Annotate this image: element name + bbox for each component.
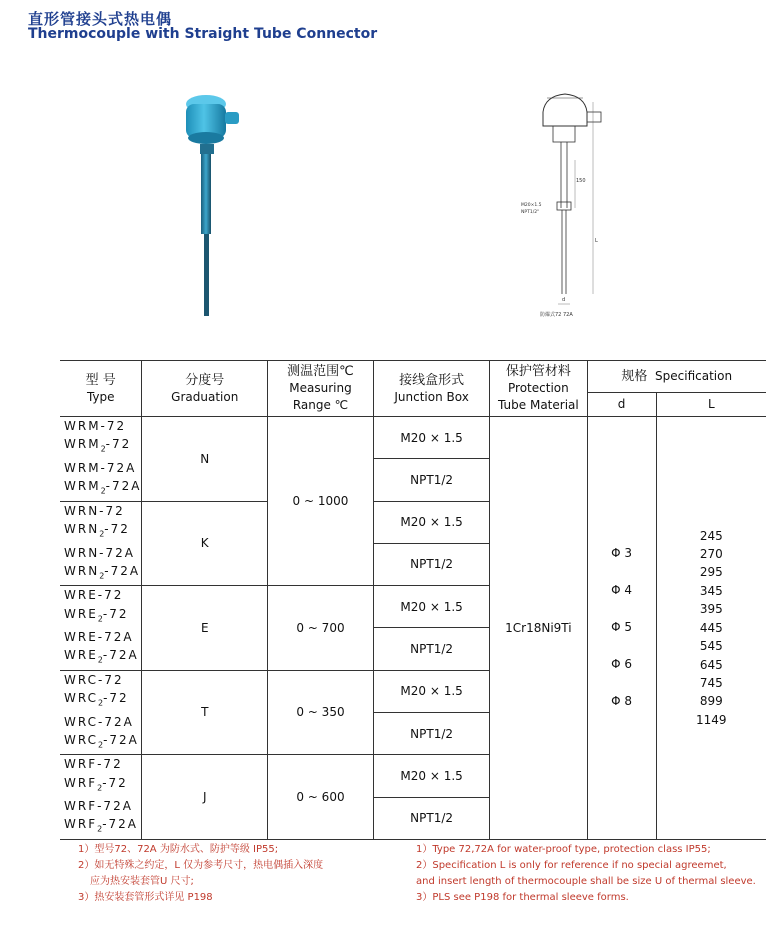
header-specification: 规格 Specification [587,361,766,393]
l-value: 545 [699,639,723,654]
header-d: d [587,393,656,417]
type-cell: WRC-72A [60,712,142,730]
header-graduation: 分度号 Graduation [142,361,268,417]
type-cell: WRF-72 [60,755,142,774]
l-value: 745 [699,675,723,690]
d-value: Φ 6 [611,657,633,672]
graduation-cell: N [142,417,268,502]
title-chinese: 直形管接头式热电偶 [28,10,173,28]
range-cell: 0 ~ 700 [268,586,374,671]
note-en-4: 3）PLS see P198 for thermal sleeve forms. [416,892,629,903]
spec-table [60,360,766,840]
title-english: Thermocouple with Straight Tube Connector [28,26,378,42]
dim-d-label: d [562,297,566,303]
l-value: 395 [699,602,723,617]
table-row [60,417,766,436]
type-cell: WRM-72A [60,459,142,477]
type-cell: WRM-72 [60,417,142,436]
l-value: 270 [699,547,723,562]
l-value: 345 [699,583,723,598]
header-junction-box: 接线盒形式 Junction Box [373,361,489,417]
d-value: Φ 4 [611,583,633,598]
type-cell: $WRM_2-72$ [60,435,142,458]
type-cell: WRN-72A [60,543,142,561]
junction-box-npt: NPT1/2 [373,712,489,754]
type-cell: WRF-72A [60,797,142,815]
junction-box-npt: NPT1/2 [373,797,489,839]
notes-english [416,842,756,906]
junction-box-npt: NPT1/2 [373,459,489,501]
tube-material-cell: 1Cr18Ni9Ti [490,417,587,840]
note-cn-3: 应为热安装套管U 尺寸; [90,876,194,887]
note-en-2: 2）Specification L is only for reference if no special agreemet, [416,860,727,871]
header-range: 测温范围℃ Measuring Range ℃ [268,361,374,417]
dim-150-label: 150 [576,178,586,184]
dim-l-label: L [595,238,598,244]
graduation-cell: J [142,755,268,840]
l-values-cell [656,417,766,840]
type-cell: WRE-72A [60,628,142,646]
notes-chinese [78,842,323,906]
note-cn-1: 1）型号72、72A 为防水式、防护等级 IP55; [78,844,279,855]
header-type: 型 号 Type [60,361,142,417]
type-cell: $WRC_2-72A$ [60,731,142,755]
header-l: L [656,393,766,417]
junction-box-m20: M20 × 1.5 [373,670,489,712]
type-cell: WRN-72 [60,501,142,520]
type-cell: $WRE_2-72A$ [60,646,142,670]
thread-npt-label: NPT1/2" [521,210,540,215]
l-value: 1149 [696,712,727,727]
thermocouple-photo [170,86,250,326]
junction-box-m20: M20 × 1.5 [373,755,489,797]
d-value: Φ 8 [611,694,633,709]
drawing-caption: 防爆式72 72A [540,312,573,318]
type-cell: $WRF_2-72$ [60,774,142,797]
junction-box-m20: M20 × 1.5 [373,417,489,459]
d-value: Φ 5 [611,620,633,635]
l-value: 645 [699,657,723,672]
type-cell: $WRE_2-72$ [60,605,142,628]
thread-m-label: M20×1.5 [521,203,542,208]
graduation-cell: E [142,586,268,671]
type-cell: $WRC_2-72$ [60,689,142,712]
type-cell: WRC-72 [60,670,142,689]
l-value: 899 [699,694,723,709]
graduation-cell: T [142,670,268,755]
dimension-drawing [515,82,615,332]
note-cn-4: 3）热安装套管形式详见 P198 [78,892,213,903]
header-tube-material: 保护管材料 Protection Tube Material [490,361,587,417]
l-value: 245 [699,528,723,543]
junction-box-npt: NPT1/2 [373,543,489,585]
junction-box-m20: M20 × 1.5 [373,586,489,628]
note-cn-2: 2）如无特殊之约定，L 仅为参考尺寸，热电偶插入深度 [78,860,324,871]
range-cell: 0 ~ 600 [268,755,374,840]
type-cell: $WRF_2-72A$ [60,815,142,839]
note-en-1: 1）Type 72,72A for water-proof type, protection class IP55; [416,844,711,855]
note-en-3: and insert length of thermocouple shall be size U of thermal sleeve. [416,876,756,887]
type-cell: WRE-72 [60,586,142,605]
d-values-cell [587,417,656,840]
junction-box-m20: M20 × 1.5 [373,501,489,543]
d-value: Φ 3 [611,546,633,561]
l-value: 295 [699,565,723,580]
range-cell: 0 ~ 1000 [268,417,374,586]
junction-box-npt: NPT1/2 [373,628,489,670]
l-value: 445 [699,620,723,635]
type-cell: $WRN_2-72A$ [60,562,142,586]
range-cell: 0 ~ 350 [268,670,374,755]
graduation-cell: K [142,501,268,586]
type-cell: $WRM_2-72A$ [60,477,142,501]
type-cell: $WRN_2-72$ [60,520,142,543]
